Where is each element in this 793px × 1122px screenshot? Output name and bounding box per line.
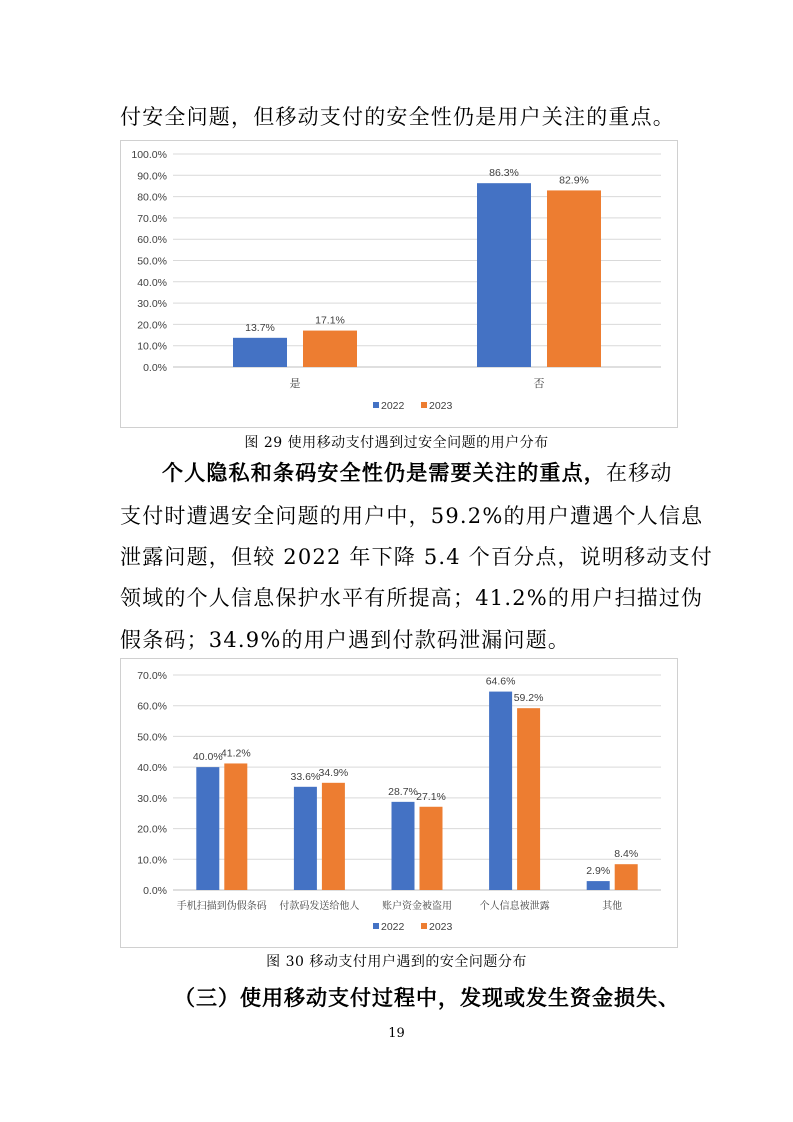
y-tick-label: 0.0% (143, 362, 167, 374)
y-tick-label: 20.0% (137, 823, 167, 836)
y-tick-label: 0.0% (143, 885, 167, 897)
legend-swatch-2022 (373, 402, 379, 408)
chart-fig30-svg (121, 659, 677, 947)
category-label: 账户资金被盗用 (382, 901, 452, 912)
figure-caption-30: 图 30 移动支付用户遇到的安全问题分布 (266, 954, 527, 970)
data-label: 34.9% (318, 766, 349, 779)
legend-label: 2022 (381, 400, 405, 412)
data-label: 33.6% (290, 770, 321, 783)
data-label: 8.4% (614, 848, 639, 861)
bar-2022 (587, 881, 610, 890)
category-label: 个人信息被泄露 (479, 901, 550, 912)
chart-fig29 (120, 140, 678, 428)
emphasis-text: 个人隐私和条码安全性仍是需要关注的重点， (162, 461, 606, 485)
paragraph-line: 假条码；34.9%的用户遇到付款码泄漏问题。 (120, 628, 571, 652)
paragraph-line: 支付时遭遇安全问题的用户中，59.2%的用户遭遇个人信息 (120, 504, 704, 528)
paragraph-line: 付安全问题，但移动支付的安全性仍是用户关注的重点。 (120, 105, 675, 129)
bar-2023 (517, 708, 540, 890)
data-label: 64.6% (485, 675, 516, 688)
legend-swatch-2023 (421, 402, 427, 408)
bar-2023 (420, 807, 443, 890)
y-tick-label: 100.0% (131, 149, 167, 161)
paragraph-text: 在移动 (606, 461, 673, 485)
paragraph-line: 泄露问题，但较 2022 年下降 5.4 个百分点，说明移动支付 (120, 545, 713, 569)
data-label: 17.1% (315, 314, 345, 327)
bar-2023 (303, 331, 357, 367)
bar-2022 (233, 338, 287, 367)
figure-caption-29: 图 29 使用移动支付遇到过安全问题的用户分布 (244, 435, 549, 451)
bar-2023 (615, 864, 638, 890)
data-label: 82.9% (559, 174, 589, 187)
y-tick-label: 30.0% (137, 792, 167, 805)
y-tick-label: 70.0% (137, 670, 167, 682)
y-tick-label: 10.0% (137, 340, 167, 353)
legend-label: 2023 (429, 400, 453, 412)
y-tick-label: 20.0% (137, 319, 167, 332)
y-tick-label: 50.0% (137, 731, 167, 744)
bar-2022 (489, 692, 512, 890)
bar-2022 (477, 183, 531, 367)
category-label: 否 (533, 378, 545, 390)
bar-2023 (224, 763, 247, 890)
y-tick-label: 90.0% (137, 170, 167, 183)
category-label: 付款码发送给他人 (279, 901, 360, 912)
y-tick-label: 30.0% (137, 298, 167, 311)
data-label: 13.7% (245, 321, 275, 334)
bar-2022 (294, 787, 317, 890)
chart-fig30 (120, 658, 678, 948)
legend-swatch-2023 (421, 923, 427, 929)
data-label: 86.3% (489, 167, 519, 180)
section-heading: （三）使用移动支付过程中，发现或发生资金损失、 (174, 986, 680, 1010)
category-label: 手机扫描到伪假条码 (176, 901, 267, 912)
y-tick-label: 80.0% (137, 191, 167, 204)
y-tick-label: 70.0% (137, 212, 167, 225)
y-tick-label: 50.0% (137, 255, 167, 268)
data-label: 41.2% (220, 747, 251, 760)
bar-2022 (196, 767, 219, 890)
legend-swatch-2022 (373, 923, 379, 929)
y-tick-label: 40.0% (137, 762, 167, 775)
y-tick-label: 60.0% (137, 234, 167, 247)
bar-2023 (322, 783, 345, 890)
bar-2022 (392, 802, 415, 890)
y-tick-label: 10.0% (137, 854, 167, 867)
data-label: 27.1% (416, 790, 446, 803)
y-tick-label: 40.0% (137, 276, 167, 289)
legend-label: 2022 (381, 921, 405, 933)
paragraph-line (162, 457, 673, 487)
data-label: 28.7% (388, 785, 418, 798)
category-label: 其他 (602, 901, 623, 912)
y-tick-label: 60.0% (137, 700, 167, 713)
page-number: 19 (388, 1026, 405, 1041)
data-label: 40.0% (192, 751, 223, 764)
paragraph-line: 领域的个人信息保护水平有所提高；41.2%的用户扫描过伪 (120, 586, 704, 610)
data-label: 59.2% (513, 692, 544, 705)
legend-label: 2023 (429, 921, 453, 933)
data-label: 2.9% (586, 865, 611, 878)
category-label: 是 (289, 378, 301, 390)
bar-2023 (547, 190, 601, 367)
chart-fig29-svg (121, 141, 677, 427)
